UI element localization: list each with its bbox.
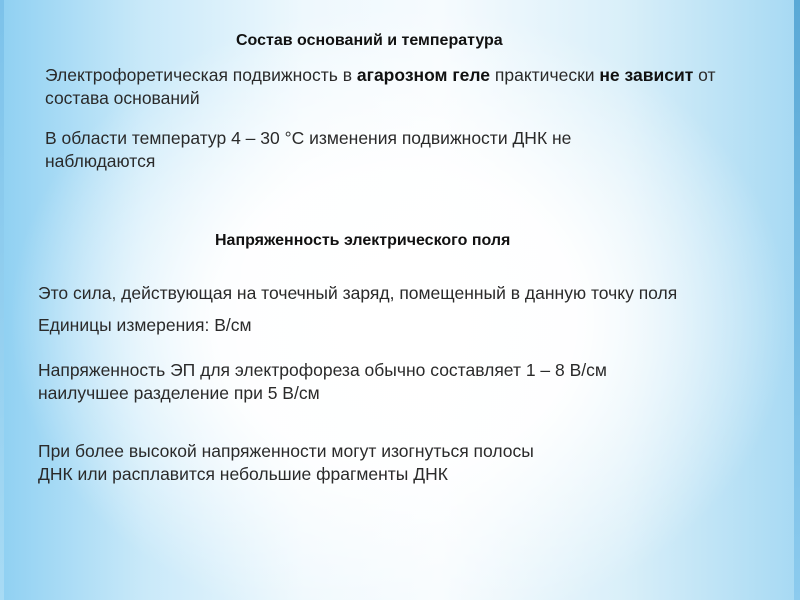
paragraph-units: Единицы измерения: В/см bbox=[38, 315, 252, 335]
section-title-field-strength: Напряженность электрического поля bbox=[215, 232, 511, 249]
paragraph-mobility-text-2: практически bbox=[490, 65, 600, 85]
slide-right-edge bbox=[794, 0, 800, 600]
paragraph-high-voltage-warning: При более высокой напряженности могут изогнуться полосы ДНК или расплавится небольшие фрагменты ДНК bbox=[38, 441, 534, 484]
slide-left-edge bbox=[0, 0, 4, 600]
paragraph-temperature: В области температур 4 – 30 °С изменения подвижности ДНК не наблюдаются bbox=[45, 128, 572, 171]
paragraph-mobility-text-1: Электрофоретическая подвижность в bbox=[45, 65, 357, 85]
section-title-composition: Состав оснований и температура bbox=[236, 32, 503, 49]
paragraph-mobility-bold-gel: агарозном геле bbox=[356, 65, 491, 85]
paragraph-typical-strength: Напряженность ЭП для электрофореза обычно составляет 1 – 8 В/см bbox=[38, 360, 607, 380]
paragraph-mobility-bold-independent: не зависит bbox=[599, 65, 694, 85]
paragraph-best-separation: наилучшее разделение при 5 В/см bbox=[38, 383, 320, 403]
paragraph-mobility-gel bbox=[45, 64, 725, 110]
paragraph-mobility-text-3: от состава оснований bbox=[45, 65, 716, 108]
paragraph-definition: Это сила, действующая на точечный заряд, помещенный в данную точку поля bbox=[38, 283, 678, 303]
